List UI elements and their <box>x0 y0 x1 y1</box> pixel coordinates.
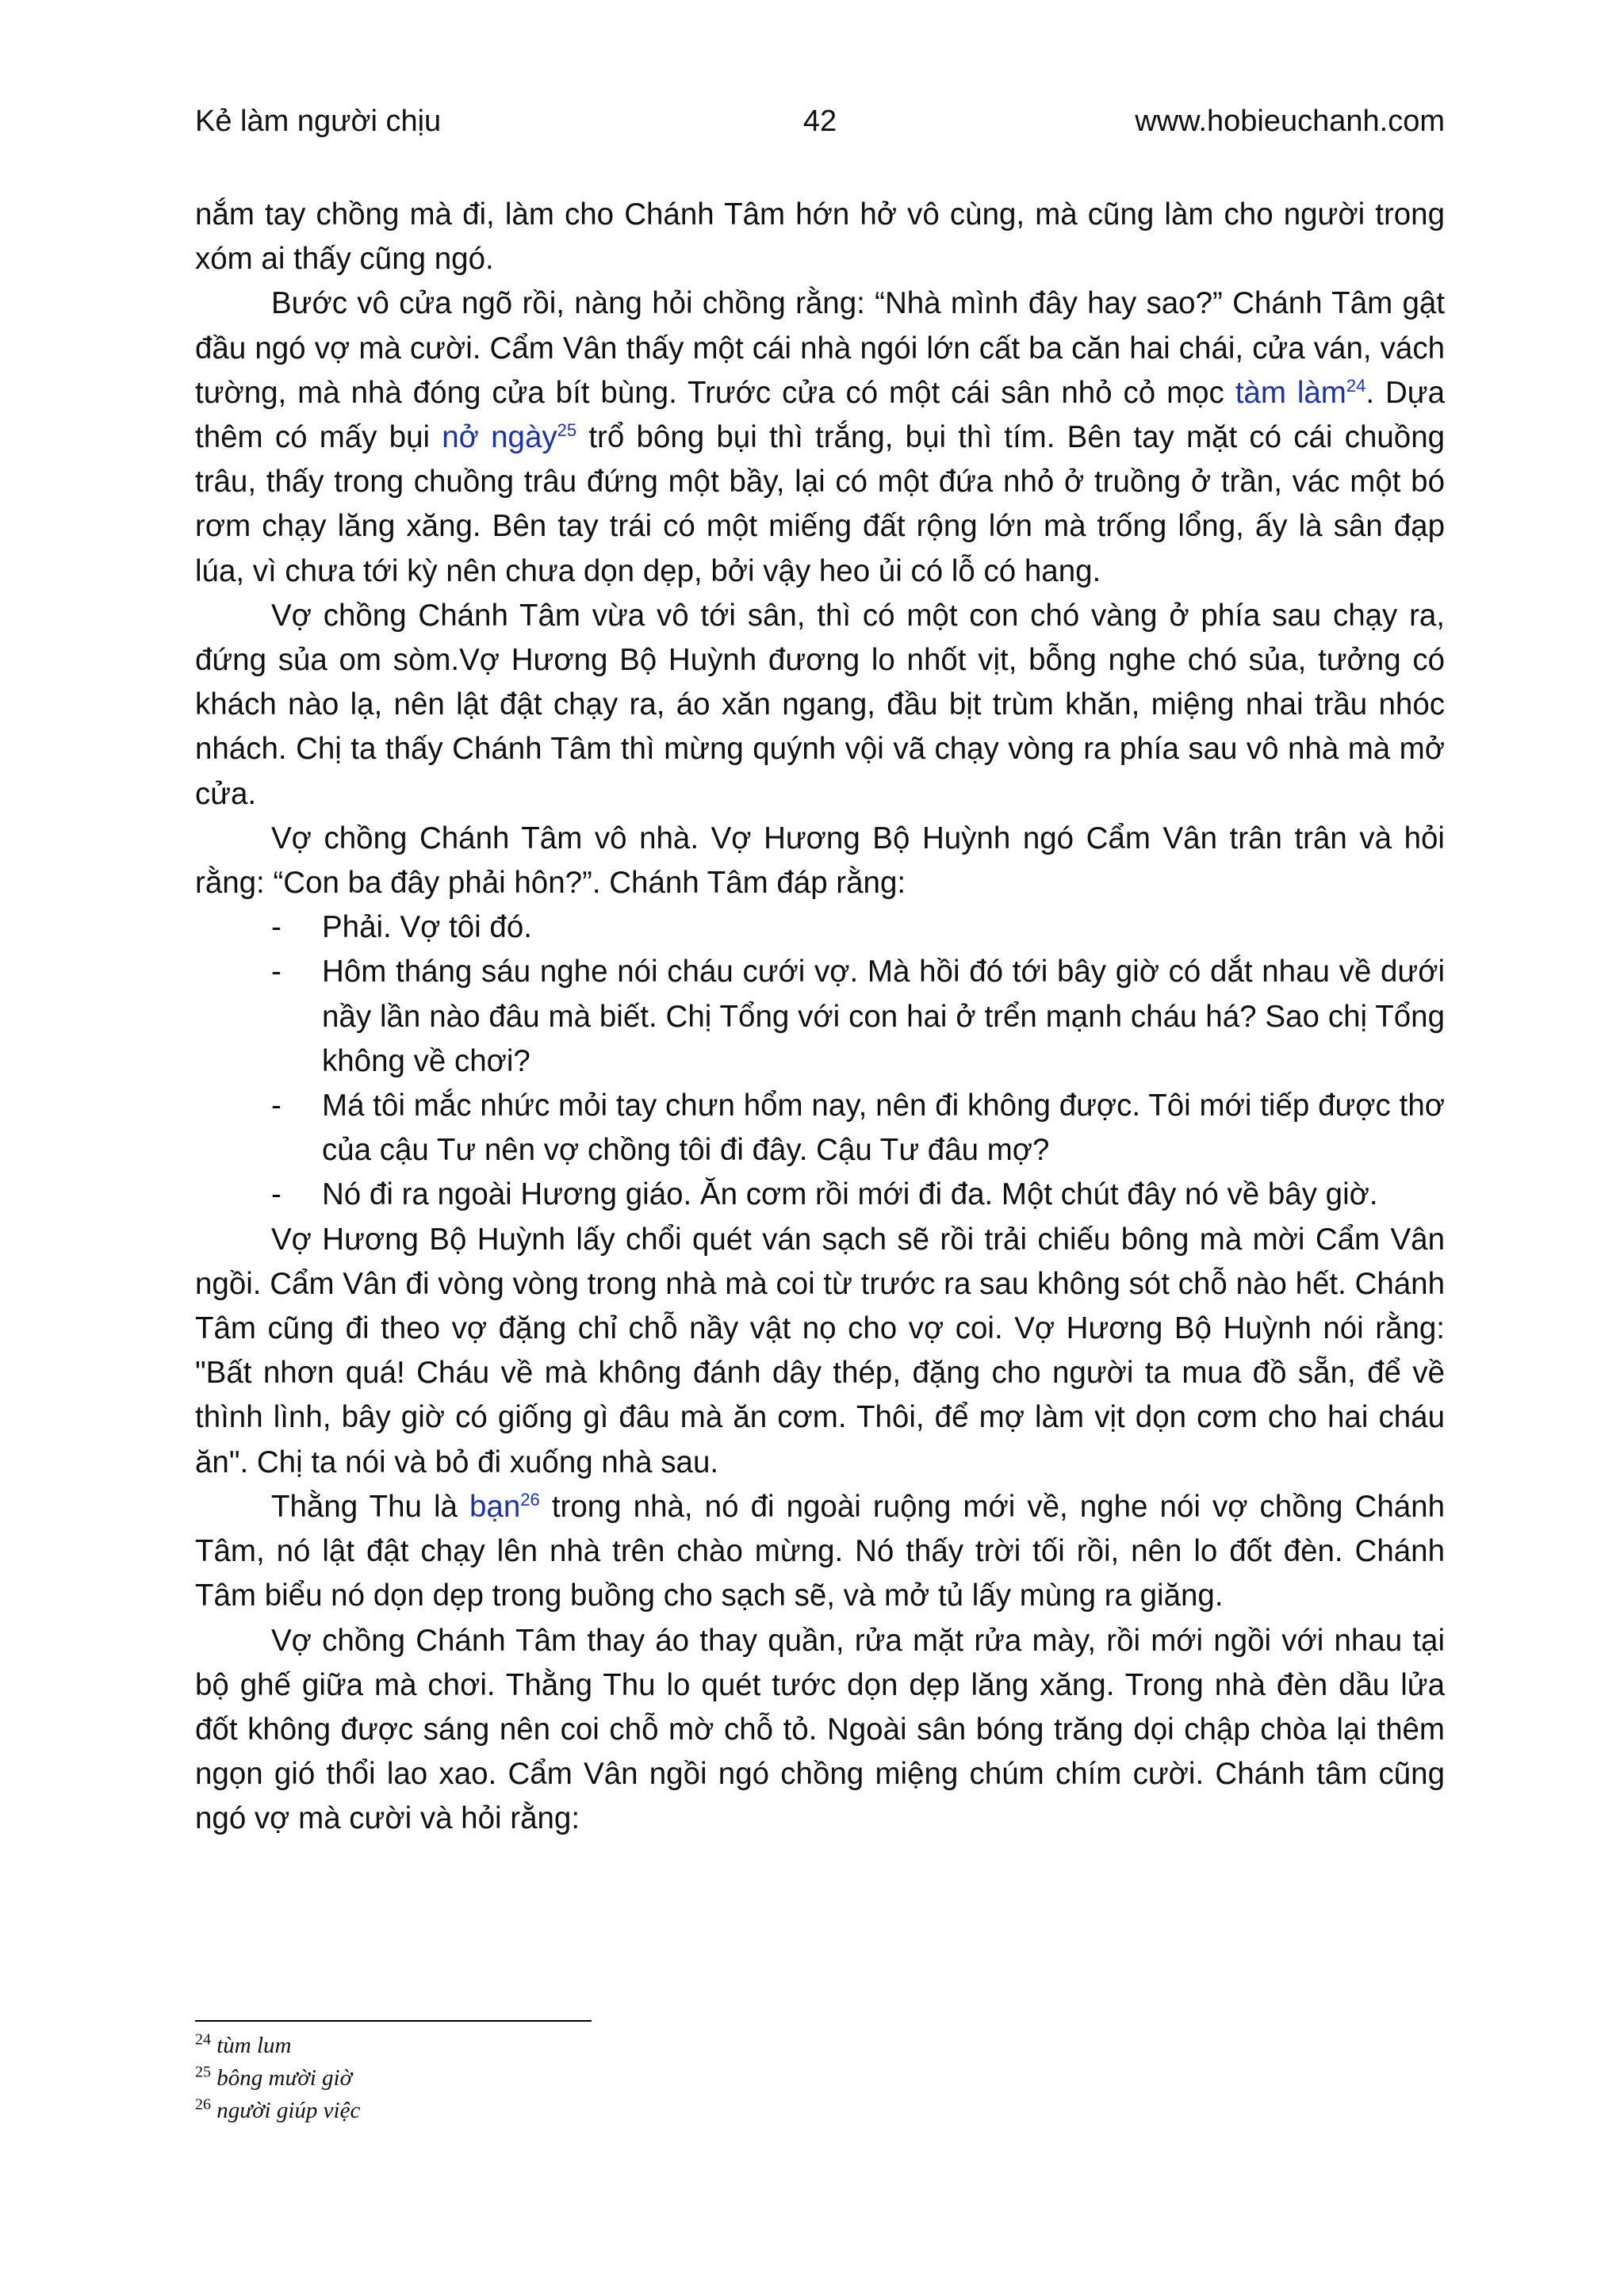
paragraph-5: Vợ Hương Bộ Huỳnh lấy chổi quét ván sạch sẽ rồi trải chiếu bông mà mời Cẩm Vân ngồi. Cẩm Vân đi vòng vòng trong nhà mà coi từ trước ra sau không sót chỗ nào hết. Chánh Tâm cũng đi theo vợ đặng chỉ chỗ nầy vật nọ cho vợ coi. Vợ Hương Bộ Huỳnh nói rằng: "Bất nhơn quá! Cháu về mà không đánh dây thép, đặng cho người ta mua đồ sẵn, để về thình lình, bây giờ có giống gì đâu mà ăn cơm. Thôi, để mợ làm vịt dọn cơm cho hai cháu ăn". Chị ta nói và bỏ đi xuống nhà sau. <box>195 1222 1445 1479</box>
footnote-text: người giúp việc <box>216 2098 361 2123</box>
paragraph-1: nắm tay chồng mà đi, làm cho Chánh Tâm hớn hở vô cùng, mà cũng làm cho người trong xóm ai thấy cũng ngó. <box>195 197 1445 277</box>
footnote-number: 26 <box>195 2095 211 2114</box>
footnote-divider <box>195 2020 592 2022</box>
footnote-text: bông mười giờ <box>216 2065 353 2091</box>
footnote-text: tùm lum <box>216 2033 292 2058</box>
dash-mark: - <box>271 1089 282 1123</box>
footnote-number: 24 <box>195 2030 211 2049</box>
footnote-ref-24[interactable] <box>1235 376 1366 410</box>
dialogue-text-1: Phải. Vợ tôi đó. <box>322 910 532 945</box>
dialogue-line-3 <box>195 1084 1445 1173</box>
page-header <box>195 101 1445 141</box>
dialogue-line-4 <box>195 1173 1445 1217</box>
paragraph-6-text-b: trong nhà, nó đi ngoài ruộng mới về, nghe nói vợ chồng Chánh Tâm, nó lật đật chạy lên nhà trên chào mừng. Nó thấy trời tối rồi, nên lo đốt đèn. Chánh Tâm biểu nó dọn dẹp trong buồng cho sạch sẽ, và mở tủ lấy mùng ra giăng. <box>195 1489 1445 1613</box>
paragraph-6 <box>195 1485 1445 1619</box>
paragraph-3: Vợ chồng Chánh Tâm vừa vô tới sân, thì có một con chó vàng ở phía sau chạy ra, đứng sủa om sòm.Vợ Hương Bộ Huỳnh đương lo nhốt vịt, bỗng nghe chó sủa, tưởng có khách nào lạ, nên lật đật chạy ra, áo xăn ngang, đầu bịt trùm khăn, miệng nhai trầu nhóc nhách. Chị ta thấy Chánh Tâm thì mừng quýnh vội vã chạy vòng ra phía sau vô nhà mà mở cửa. <box>195 598 1445 811</box>
dash-mark: - <box>271 910 282 945</box>
footnote-sup-26: 26 <box>520 1490 540 1510</box>
footnote-24 <box>195 2030 909 2062</box>
dialogue-line-1 <box>195 905 1445 950</box>
footnote-sup-24: 24 <box>1346 375 1366 396</box>
dialogue-line-2 <box>195 950 1445 1084</box>
paragraph-2-text-a: Bước vô cửa ngõ rồi, nàng hỏi chồng rằng: “Nhà mình đây hay sao?” Chánh Tâm gật đầu ngó vợ mà cười. Cẩm Vân thấy một cái nhà ngói lớn cất ba căn hai chái, cửa ván, vách tường, mà nhà đóng cửa bít bùng. Trước cửa có một cái sân nhỏ cỏ mọc <box>195 286 1445 410</box>
paragraph-4: Vợ chồng Chánh Tâm vô nhà. Vợ Hương Bộ Huỳnh ngó Cẩm Vân trân trân và hỏi rằng: “Con ba đây phải hôn?”. Chánh Tâm đáp rằng: <box>195 821 1445 901</box>
dialogue-text-3: Má tôi mắc nhức mỏi tay chưn hổm nay, nên đi không được. Tôi mới tiếp được thơ của cậu Tư nên vợ chồng tôi đi đây. Cậu Tư đâu mợ? <box>322 1089 1445 1168</box>
footnote-number: 25 <box>195 2063 211 2081</box>
website-url: www.hobieuchanh.com <box>1135 105 1445 138</box>
footnote-ref-25-text: nở ngày <box>442 420 557 455</box>
footnote-ref-25[interactable] <box>442 420 576 454</box>
page-number: 42 <box>802 105 837 138</box>
dialogue-text-4: Nó đi ra ngoài Hương giáo. Ăn cơm rồi mới đi đa. Một chút đây nó về bây giờ. <box>322 1177 1378 1212</box>
paragraph-2-text-b: . Dựa thêm có mấy bụi <box>195 375 1445 455</box>
footnote-25 <box>195 2062 909 2095</box>
footnote-sup-25: 25 <box>557 420 577 441</box>
dialogue-text-2: Hôm tháng sáu nghe nói cháu cưới vợ. Mà hồi đó tới bây giờ có dắt nhau về dưới nầy lần nào đâu mà biết. Chị Tổng với con hai ở trển mạnh cháu há? Sao chị Tổng không về chơi? <box>322 955 1445 1078</box>
footnotes <box>195 2030 909 2127</box>
footnote-ref-26[interactable] <box>469 1490 540 1524</box>
paragraph-2-text-c: trổ bông bụi thì trắng, bụi thì tím. Bên tay mặt có cái chuồng trâu, thấy trong chuồng trâu đứng một bầy, lại có một đứa nhỏ ở truồng ở trần, vác một bó rơm chạy lăng xăng. Bên tay trái có một miếng đất rộng lớn mà trống lổng, ấy là sân đạp lúa, vì chưa tới kỳ nên chưa dọn dẹp, bởi vậy heo ủi có lỗ có hang. <box>195 420 1446 588</box>
footnote-26 <box>195 2095 909 2127</box>
page-body <box>195 193 1445 1842</box>
dash-mark: - <box>271 1177 282 1212</box>
paragraph-6-text-a: Thằng Thu là <box>271 1489 470 1524</box>
dash-mark: - <box>271 955 282 989</box>
footnote-ref-24-text: tàm làm <box>1235 375 1346 410</box>
book-title: Kẻ làm người chịu <box>195 105 442 138</box>
footnote-ref-26-text: bạn <box>469 1489 521 1524</box>
paragraph-7: Vợ chồng Chánh Tâm thay áo thay quần, rửa mặt rửa mày, rồi mới ngồi với nhau tại bộ ghế giữa mà chơi. Thằng Thu lo quét tước dọn dẹp lăng xăng. Trong nhà đèn dầu lửa đốt không được sáng nên coi chỗ mờ chỗ tỏ. Ngoài sân bóng trăng dọi chập chòa lại thêm ngọn gió thổi lao xao. Cẩm Vân ngồi ngó chồng miệng chúm chím cười. Chánh tâm cũng ngó vợ mà cười và hỏi rằng: <box>195 1623 1445 1836</box>
paragraph-2 <box>195 281 1445 593</box>
